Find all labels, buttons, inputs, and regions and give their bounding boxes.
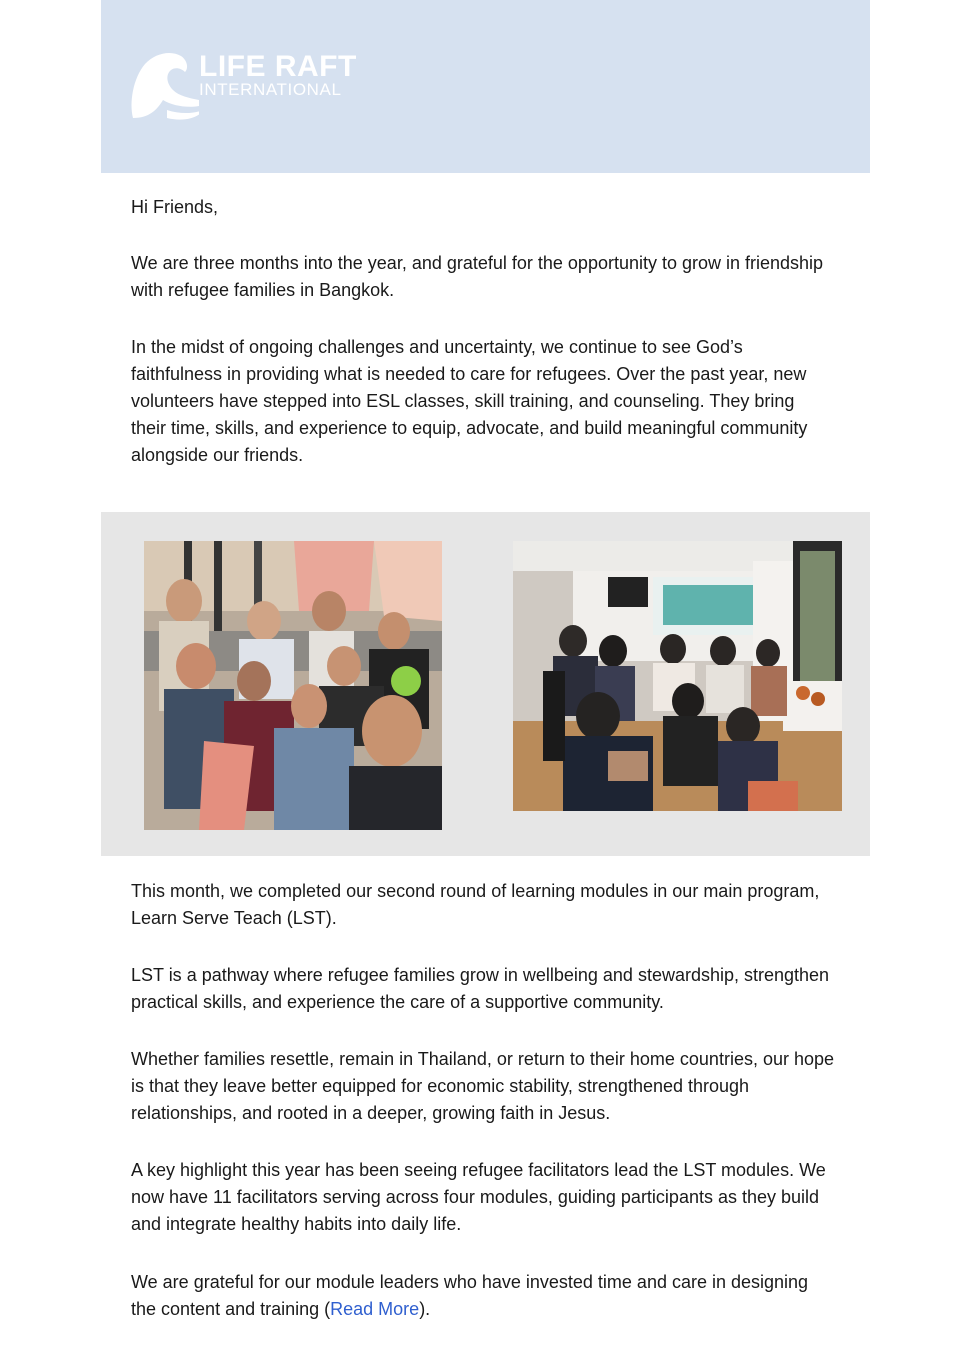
paragraph-intro: We are three months into the year, and grateful for the opportunity to grow in friendship with refugee families in Bangkok. xyxy=(131,253,824,300)
logo-name-line1: LIFE RAFT xyxy=(199,50,357,83)
photo-gallery xyxy=(101,512,870,856)
read-more-link[interactable]: Read More xyxy=(330,1299,420,1319)
email-container xyxy=(101,0,870,1319)
classroom-photo xyxy=(513,541,842,811)
module-leaders-text: We are grateful for our module leaders who have invested time and care in designing the content and training ( xyxy=(131,1272,809,1319)
paragraph-hope: Whether families resettle, remain in Thailand, or return to their home countries, our hope is that they leave better equipped for economic stability, strengthened through relationships, and rooted in a deeper, growing faith in Jesus. xyxy=(131,1049,835,1123)
paragraph-modules: This month, we completed our second round of learning modules in our main program, Learn Serve Teach (LST). xyxy=(131,881,820,928)
module-leaders-text-end: ). xyxy=(419,1299,431,1319)
logo-name-line2: INTERNATIONAL xyxy=(199,80,342,99)
paragraph-volunteers: In the midst of ongoing challenges and uncertainty, we continue to see God’s faithfulness in providing what is needed to care for refugees. Over the past year, new volunteers have stepped into ESL classes, skill training, and counseling. They bring their time, skills, and experience to equip, advocate, and build meaningful community alongside our friends. xyxy=(131,337,808,465)
header-banner xyxy=(101,0,870,173)
group-selfie-photo xyxy=(144,541,442,830)
life-raft-logo[interactable] xyxy=(127,48,357,124)
paragraph-facilitators: A key highlight this year has been seeing refugee facilitators lead the LST modules. We now have 11 facilitators serving across four modules, guiding participants as they build and integrate healthy habits into daily life. xyxy=(131,1160,826,1234)
paragraph-lst-pathway: LST is a pathway where refugee families grow in wellbeing and stewardship, strengthen practical skills, and experience the care of a supportive community. xyxy=(131,965,830,1012)
greeting: Hi Friends, xyxy=(131,197,219,217)
wave-hair-icon xyxy=(127,48,199,124)
paragraph-module-leaders xyxy=(131,1269,836,1323)
